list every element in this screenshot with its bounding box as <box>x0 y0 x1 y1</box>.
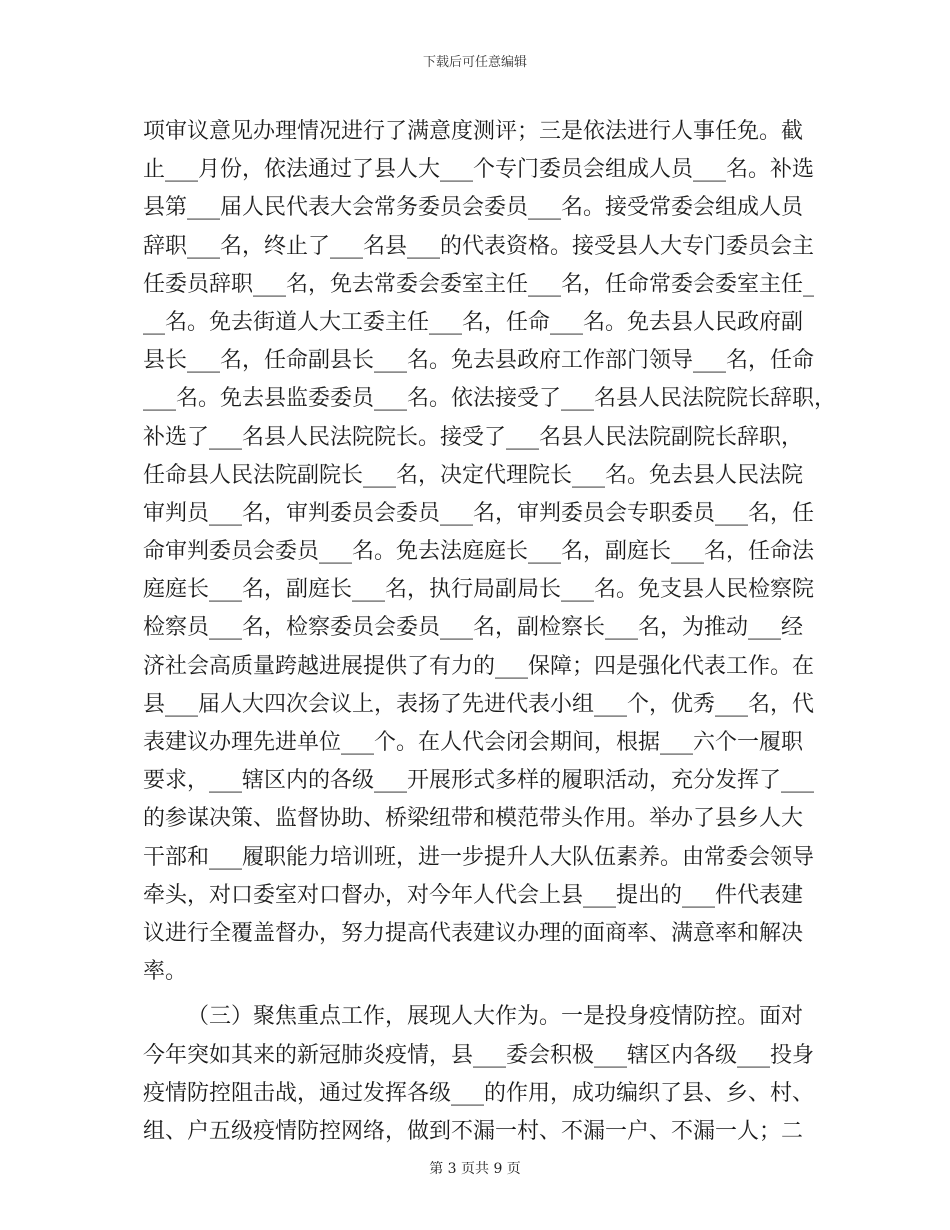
text-line: 组、户五级疫情防控网络，做到不漏一村、不漏一户、不漏一人；二 <box>143 1118 804 1144</box>
text-line: （三）聚焦重点工作，展现人大作为。一是投身疫情防控。面对 <box>187 1004 804 1030</box>
text-line: 议进行全覆盖督办，努力提高代表建议办理的面商率、满意率和解决 <box>143 920 804 946</box>
text-line: 命审判委员会委员___名。免去法庭庭长___名，副庭长___名，任命法 <box>143 539 815 565</box>
paragraph-personnel-appointments <box>143 113 837 991</box>
text-line: 审判员___名，审判委员会委员___名，审判委员会专职委员___名，任 <box>143 500 815 526</box>
paragraph-key-work <box>143 998 815 1151</box>
text-line: 县___届人大四次会议上，表扬了先进代表小组___个，优秀___名，代 <box>143 691 815 717</box>
text-line: 要求，___辖区内的各级___开展形式多样的履职活动，充分发挥了___ <box>143 768 815 794</box>
text-line: 济社会高质量跨越进展提供了有力的___保障；四是强化代表工作。在 <box>143 653 815 679</box>
text-line: 检察员___名，检察委员会委员___名，副检察长___名，为推动___经 <box>143 615 804 641</box>
text-line: 辞职___名，终止了___名县___的代表资格。接受县人大专门委员会主 <box>143 233 815 259</box>
text-line: 率。 <box>143 959 188 985</box>
page-footer: 第 3 页共 9 页 <box>429 1161 521 1177</box>
paragraph-spacer <box>143 991 811 998</box>
text-line: 干部和___履职能力培训班，进一步提升人大队伍素养。由常委会领导 <box>143 844 815 870</box>
text-line: 的参谋决策、监督协助、桥梁纽带和模范带头作用。举办了县乡人大 <box>143 806 804 832</box>
text-line: 今年突如其来的新冠肺炎疫情，县___委会积极___辖区内各级___投身 <box>143 1042 815 1068</box>
text-line: 牵头，对口委室对口督办，对今年人代会上县___提出的___件代表建 <box>143 882 804 908</box>
text-line: 疫情防控阻击战，通过发挥各级___的作用，成功编织了县、乡、村、 <box>143 1080 815 1106</box>
page-header: 下载后可任意编辑 <box>422 55 527 70</box>
text-line: 任命县人民法院副院长___名，决定代理院长___名。免去县人民法院 <box>143 462 804 488</box>
text-line: 任委员辞职___名，免去常委会委室主任___名，任命常委会委室主任_ <box>143 271 815 297</box>
text-line: 县长___名，任命副县长___名。免去县政府工作部门领导___名，任命 <box>143 348 815 374</box>
text-line: 止___月份，依法通过了县人大___个专门委员会组成人员___名。补选 <box>143 157 815 183</box>
text-line: 庭庭长___名，副庭长___名，执行局副局长___名。免支县人民检察院 <box>143 577 815 603</box>
text-line: __名。免去街道人大工委主任___名，任命___名。免去县人民政府副 <box>143 309 804 335</box>
document-body <box>143 113 837 1151</box>
text-line: 县第___届人民代表大会常务委员会委员___名。接受常委会组成人员 <box>143 195 804 221</box>
text-line: 补选了___名县人民法院院长。接受了___名县人民法院副院长辞职， <box>143 424 804 450</box>
text-line: 项审议意见办理情况进行了满意度测评；三是依法进行人事任免。截 <box>143 119 804 144</box>
text-line: 表建议办理先进单位___个。在人代会闭会期间，根据___六个一履职 <box>143 730 804 755</box>
text-line: ___名。免去县监委委员___名。依法接受了___名县人民法院院长辞职， <box>143 386 837 412</box>
